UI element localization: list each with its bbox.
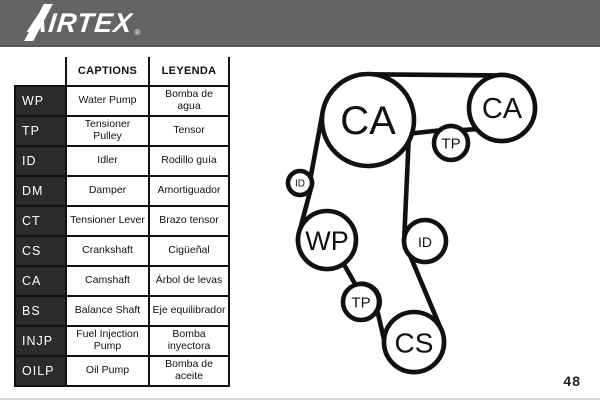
caption-cell: Tensioner Pulley xyxy=(66,116,149,146)
abbr-cell: CS xyxy=(15,236,66,266)
pulley-label-tensioner-upper: TP xyxy=(441,135,461,153)
leyenda-cell: Bomba de agua xyxy=(149,86,229,116)
abbr-cell: CT xyxy=(15,206,66,236)
caption-cell: Tensioner Lever xyxy=(66,206,149,236)
header-leyenda-cell: LEYENDA xyxy=(149,57,229,86)
leyenda-cell: Tensor xyxy=(149,116,229,146)
pulley-label-idler-lower: ID xyxy=(418,234,432,250)
abbr-cell: CA xyxy=(15,266,66,296)
pulleys-group xyxy=(288,74,535,372)
caption-cell: Fuel Injection Pump xyxy=(66,326,149,356)
caption-cell: Idler xyxy=(66,146,149,176)
abbr-cell: OILP xyxy=(15,356,66,386)
leyenda-cell: Amortiguador xyxy=(149,176,229,206)
leyenda-cell: Cigüeñal xyxy=(149,236,229,266)
leyenda-cell: Bomba inyectora xyxy=(149,326,229,356)
pulley-label-water-pump: WP xyxy=(305,226,349,256)
caption-cell: Balance Shaft xyxy=(66,296,149,326)
pulley-label-camshaft-main: CA xyxy=(340,99,396,143)
abbr-cell: DM xyxy=(15,176,66,206)
registered-trademark: ® xyxy=(134,28,141,37)
abbr-cell: BS xyxy=(15,296,66,326)
pulley-label-idler-left: ID xyxy=(295,178,305,190)
header-captions-cell: CAPTIONS xyxy=(66,57,149,86)
abbr-cell: TP xyxy=(15,116,66,146)
caption-cell: Damper xyxy=(66,176,149,206)
caption-cell: Crankshaft xyxy=(66,236,149,266)
abbr-cell: ID xyxy=(15,146,66,176)
abbr-cell: WP xyxy=(15,86,66,116)
pulley-label-camshaft-right: CA xyxy=(481,93,523,125)
pulley-label-tensioner-lower: TP xyxy=(351,294,371,312)
caption-cell: Oil Pump xyxy=(66,356,149,386)
leyenda-cell: Árbol de levas xyxy=(149,266,229,296)
pulley-label-crankshaft: CS xyxy=(394,327,434,359)
caption-cell: Camshaft xyxy=(66,266,149,296)
leyenda-cell: Eje equilibrador xyxy=(149,296,229,326)
leyenda-cell: Rodillo guía xyxy=(149,146,229,176)
logo-text: AIRTEX xyxy=(26,7,135,38)
caption-cell: Water Pump xyxy=(66,86,149,116)
leyenda-cell: Bomba de aceite xyxy=(149,356,229,386)
page-number: 48 xyxy=(563,373,581,389)
abbr-cell: INJP xyxy=(15,326,66,356)
leyenda-cell: Brazo tensor xyxy=(149,206,229,236)
